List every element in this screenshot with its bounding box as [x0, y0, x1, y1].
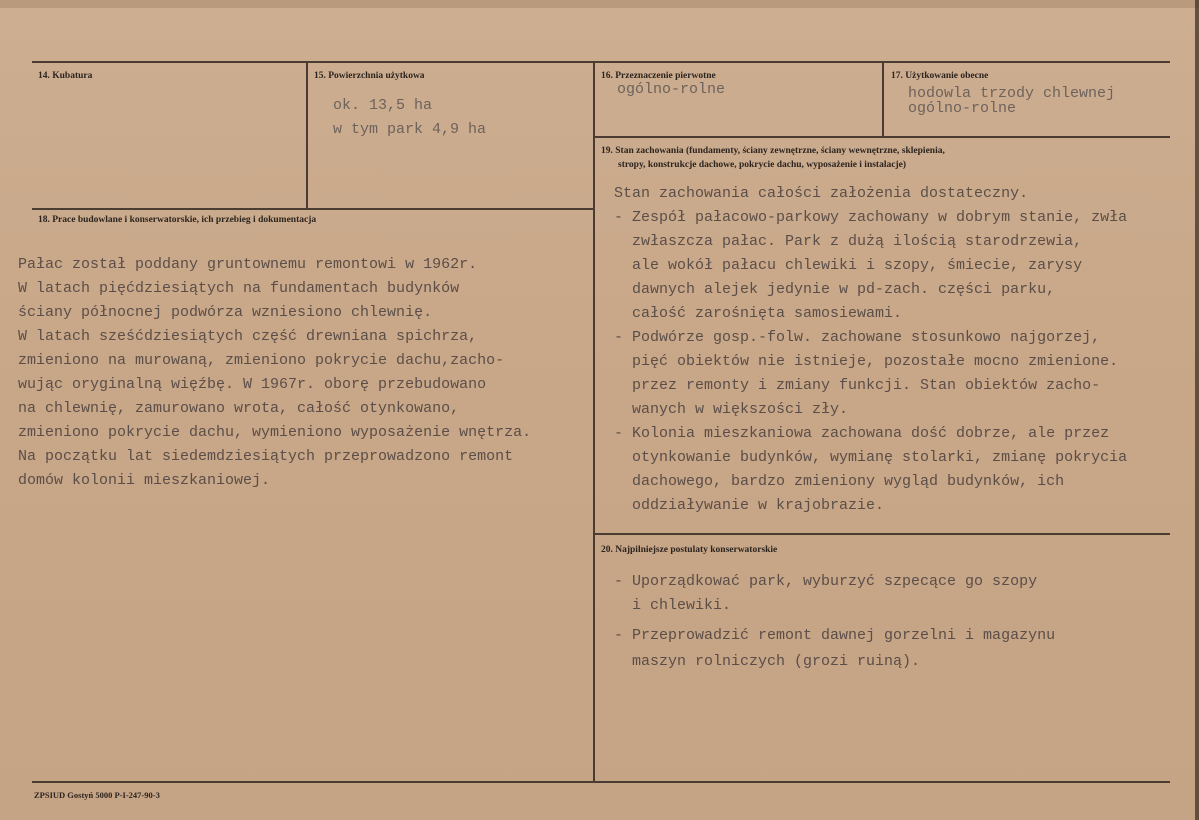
rule-above-20 [594, 533, 1170, 535]
area-park: w tym park 4,9 ha [333, 121, 487, 138]
print-imprint: ZPSIUD Gostyń 5000 P-I-247-90-3 [34, 790, 160, 800]
state-line: oddziaływanie w krajobrazie. [614, 497, 885, 514]
state-line: ale wokół pałacu chlewiki i szopy, śmiecie, zarysy [614, 257, 1083, 274]
works-line: na chlewnię, zamurowano wrota, całość otynkowano, [18, 400, 460, 417]
field-19-label-line2: stropy, konstrukcje dachowe, pokrycie dachu, wyposażenie i instalacje) [618, 160, 906, 170]
current-use-line: hodowla trzody chlewnej [908, 85, 1116, 102]
bottom-rule [32, 781, 1170, 783]
works-line: ściany północnej podwórza wzniesiono chlewnię. [18, 304, 433, 321]
works-line: zmieniono pokrycie dachu, wymieniono wyposażenie wnętrza. [18, 424, 532, 441]
works-line: zmieniono na murowaną, zmieniono pokrycie dachu,zacho- [18, 352, 505, 369]
works-line: wując oryginalną więźbę. W 1967r. oborę przebudowano [18, 376, 487, 393]
state-line: otynkowanie budynków, wymianę stolarki, zmianę pokrycia [614, 449, 1128, 466]
postulate-line: - Przeprowadzić remont dawnej gorzelni i magazynu [614, 627, 1056, 644]
postulate-line: - Uporządkować park, wyburzyć szpecące go szopy [614, 573, 1038, 590]
field-20-label: 20. Najpilniejsze postulaty konserwatorskie [601, 545, 778, 555]
state-line: - Kolonia mieszkaniowa zachowana dość dobrze, ale przez [614, 425, 1110, 442]
state-line: przez remonty i zmiany funkcji. Stan obiektów zacho- [614, 377, 1101, 394]
state-line: - Podwórze gosp.-folw. zachowane stosunkowo najgorzej, [614, 329, 1101, 346]
card-right-edge [1195, 0, 1199, 820]
state-line: Stan zachowania całości założenia dostateczny. [614, 185, 1029, 202]
postulate-line: i chlewiki. [614, 597, 732, 614]
field-14-label: 14. Kubatura [38, 71, 93, 81]
state-line: - Zespół pałacowo-parkowy zachowany w dobrym stanie, zwła [614, 209, 1128, 226]
field-16-label: 16. Przeznaczenie pierwotne [601, 71, 716, 81]
divider-14-15 [306, 61, 308, 209]
works-line: W latach pięćdziesiątych na fundamentach budynków [18, 280, 460, 297]
postulate-line: maszyn rolniczych (grozi ruiną). [614, 653, 921, 670]
state-line: całość zarośnięta samosiewami. [614, 305, 903, 322]
works-line: domów kolonii mieszkaniowej. [18, 472, 271, 489]
rule-under-14-15 [32, 208, 594, 210]
state-line: pięć obiektów nie istnieje, pozostałe mocno zmienione. [614, 353, 1119, 370]
field-18-label: 18. Prace budowlane i konserwatorskie, ich przebieg i dokumentacja [38, 215, 317, 225]
divider-16-17 [882, 61, 884, 138]
current-use-line: ogólno-rolne [908, 100, 1017, 117]
state-line: dawnych alejek jedynie w pd-zach. części parku, [614, 281, 1056, 298]
works-line: W latach sześćdziesiątych część drewniana spichrza, [18, 328, 478, 345]
field-17-label: 17. Użytkowanie obecne [891, 71, 989, 81]
works-line: Pałac został poddany gruntownemu remontowi w 1962r. [18, 256, 478, 273]
state-line: wanych w większości zły. [614, 401, 849, 418]
state-line: dachowego, bardzo zmieniony wygląd budynków, ich [614, 473, 1065, 490]
field-19-label-line1: 19. Stan zachowania (fundamenty, ściany zewnętrzne, ściany wewnętrzne, sklepienia, [601, 146, 945, 156]
original-use-value: ogólno-rolne [617, 81, 726, 98]
state-line: zwłaszcza pałac. Park z dużą ilością starodrzewia, [614, 233, 1083, 250]
area-total: ok. 13,5 ha [333, 97, 433, 114]
works-line: Na początku lat siedemdziesiątych przeprowadzono remont [18, 448, 514, 465]
main-divider [593, 61, 595, 783]
top-rule [32, 61, 1170, 63]
field-15-label: 15. Powierzchnia użytkowa [314, 71, 425, 81]
card-top-edge [0, 0, 1199, 8]
